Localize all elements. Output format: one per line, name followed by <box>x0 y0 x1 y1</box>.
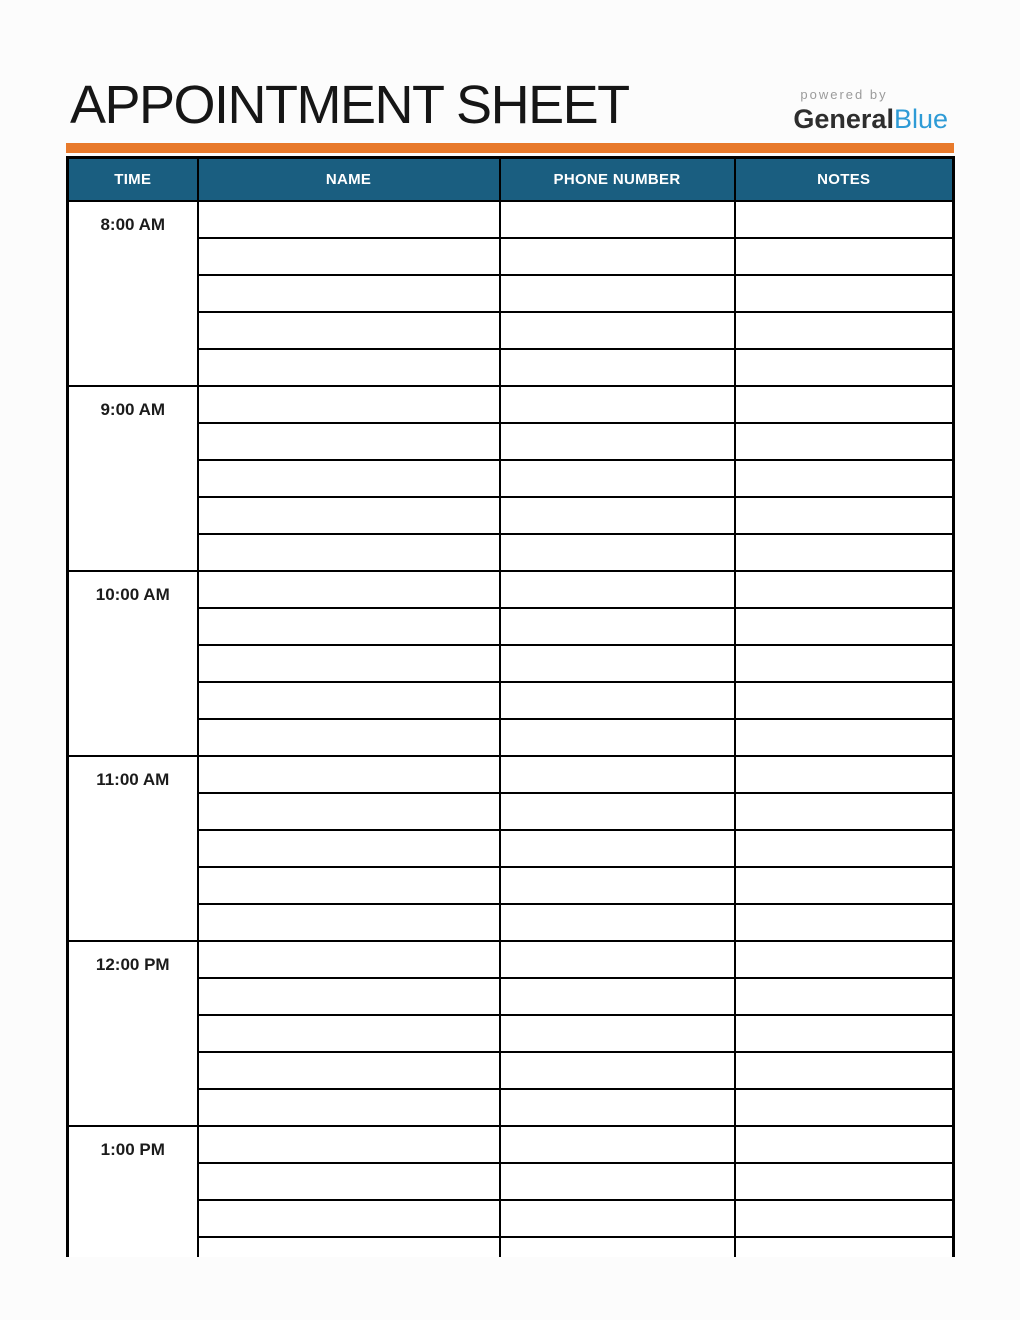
name-cell <box>198 386 500 423</box>
table-row <box>68 497 954 534</box>
name-cell <box>198 571 500 608</box>
col-header-phone: PHONE NUMBER <box>500 158 735 201</box>
notes-cell <box>735 386 954 423</box>
notes-cell <box>735 867 954 904</box>
name-cell <box>198 349 500 386</box>
notes-cell <box>735 904 954 941</box>
phone-cell <box>500 645 735 682</box>
name-cell <box>198 497 500 534</box>
phone-cell <box>500 497 735 534</box>
phone-cell <box>500 1200 735 1237</box>
name-cell <box>198 682 500 719</box>
table-row <box>68 238 954 275</box>
name-cell <box>198 719 500 756</box>
table-row <box>68 460 954 497</box>
table-row <box>68 756 954 793</box>
name-cell <box>198 756 500 793</box>
table-row <box>68 1163 954 1200</box>
phone-cell <box>500 830 735 867</box>
name-cell <box>198 275 500 312</box>
notes-cell <box>735 719 954 756</box>
phone-cell <box>500 423 735 460</box>
table-row <box>68 719 954 756</box>
table-row <box>68 1200 954 1237</box>
brand-general-text: General <box>793 104 894 134</box>
notes-cell <box>735 978 954 1015</box>
phone-cell <box>500 238 735 275</box>
notes-cell <box>735 1237 954 1258</box>
time-slot-label: 9:00 AM <box>68 386 198 571</box>
notes-cell <box>735 941 954 978</box>
table-row <box>68 867 954 904</box>
time-block <box>68 571 954 756</box>
name-cell <box>198 1015 500 1052</box>
phone-cell <box>500 1052 735 1089</box>
table-row <box>68 830 954 867</box>
phone-cell <box>500 1126 735 1163</box>
phone-cell <box>500 1015 735 1052</box>
phone-cell <box>500 349 735 386</box>
table-row <box>68 423 954 460</box>
notes-cell <box>735 1052 954 1089</box>
name-cell <box>198 201 500 238</box>
name-cell <box>198 1237 500 1258</box>
table-row <box>68 1052 954 1089</box>
brand-logo <box>793 88 948 133</box>
name-cell <box>198 830 500 867</box>
name-cell <box>198 460 500 497</box>
notes-cell <box>735 1163 954 1200</box>
notes-cell <box>735 423 954 460</box>
phone-cell <box>500 756 735 793</box>
phone-cell <box>500 904 735 941</box>
page-title: APPOINTMENT SHEET <box>70 75 629 135</box>
phone-cell <box>500 201 735 238</box>
notes-cell <box>735 1015 954 1052</box>
time-block <box>68 1126 954 1258</box>
notes-cell <box>735 1200 954 1237</box>
name-cell <box>198 645 500 682</box>
phone-cell <box>500 571 735 608</box>
notes-cell <box>735 275 954 312</box>
time-block <box>68 386 954 571</box>
table-row <box>68 1089 954 1126</box>
name-cell <box>198 1052 500 1089</box>
notes-cell <box>735 312 954 349</box>
phone-cell <box>500 682 735 719</box>
phone-cell <box>500 719 735 756</box>
col-header-time: TIME <box>68 158 198 201</box>
name-cell <box>198 941 500 978</box>
time-block <box>68 756 954 941</box>
table-row <box>68 1126 954 1163</box>
table-row <box>68 534 954 571</box>
powered-by-text: powered by <box>800 87 888 102</box>
accent-bar <box>66 143 954 153</box>
phone-cell <box>500 941 735 978</box>
name-cell <box>198 423 500 460</box>
table-row <box>68 682 954 719</box>
notes-cell <box>735 1126 954 1163</box>
notes-cell <box>735 608 954 645</box>
phone-cell <box>500 460 735 497</box>
phone-cell <box>500 275 735 312</box>
phone-cell <box>500 793 735 830</box>
table-row <box>68 571 954 608</box>
table-row <box>68 1015 954 1052</box>
table-row <box>68 201 954 238</box>
notes-cell <box>735 830 954 867</box>
appointment-table <box>66 156 955 1257</box>
table-clip-region <box>66 156 958 1257</box>
phone-cell <box>500 608 735 645</box>
table-row <box>68 645 954 682</box>
notes-cell <box>735 497 954 534</box>
notes-cell <box>735 238 954 275</box>
table-row <box>68 608 954 645</box>
phone-cell <box>500 386 735 423</box>
notes-cell <box>735 571 954 608</box>
name-cell <box>198 978 500 1015</box>
time-slot-label: 12:00 PM <box>68 941 198 1126</box>
time-block <box>68 941 954 1126</box>
table-row <box>68 978 954 1015</box>
name-cell <box>198 1126 500 1163</box>
table-row <box>68 904 954 941</box>
name-cell <box>198 1163 500 1200</box>
phone-cell <box>500 1089 735 1126</box>
brand-blue-text: Blue <box>893 104 948 134</box>
time-slot-label: 11:00 AM <box>68 756 198 941</box>
notes-cell <box>735 645 954 682</box>
table-row <box>68 941 954 978</box>
notes-cell <box>735 201 954 238</box>
phone-cell <box>500 978 735 1015</box>
phone-cell <box>500 1163 735 1200</box>
notes-cell <box>735 534 954 571</box>
table-row <box>68 275 954 312</box>
table-row <box>68 349 954 386</box>
notes-cell <box>735 460 954 497</box>
name-cell <box>198 904 500 941</box>
notes-cell <box>735 793 954 830</box>
name-cell <box>198 867 500 904</box>
name-cell <box>198 238 500 275</box>
table-row <box>68 793 954 830</box>
notes-cell <box>735 756 954 793</box>
notes-cell <box>735 349 954 386</box>
table-row <box>68 312 954 349</box>
table-row <box>68 1237 954 1258</box>
col-header-name: NAME <box>198 158 500 201</box>
name-cell <box>198 793 500 830</box>
header-row <box>68 158 954 201</box>
phone-cell <box>500 1237 735 1258</box>
time-slot-label: 10:00 AM <box>68 571 198 756</box>
phone-cell <box>500 534 735 571</box>
time-slot-label: 8:00 AM <box>68 201 198 386</box>
name-cell <box>198 1200 500 1237</box>
phone-cell <box>500 312 735 349</box>
brand-name <box>793 106 948 133</box>
table-row <box>68 386 954 423</box>
name-cell <box>198 1089 500 1126</box>
name-cell <box>198 534 500 571</box>
phone-cell <box>500 867 735 904</box>
time-block <box>68 201 954 386</box>
notes-cell <box>735 1089 954 1126</box>
name-cell <box>198 312 500 349</box>
name-cell <box>198 608 500 645</box>
time-slot-label: 1:00 PM <box>68 1126 198 1258</box>
notes-cell <box>735 682 954 719</box>
col-header-notes: NOTES <box>735 158 954 201</box>
